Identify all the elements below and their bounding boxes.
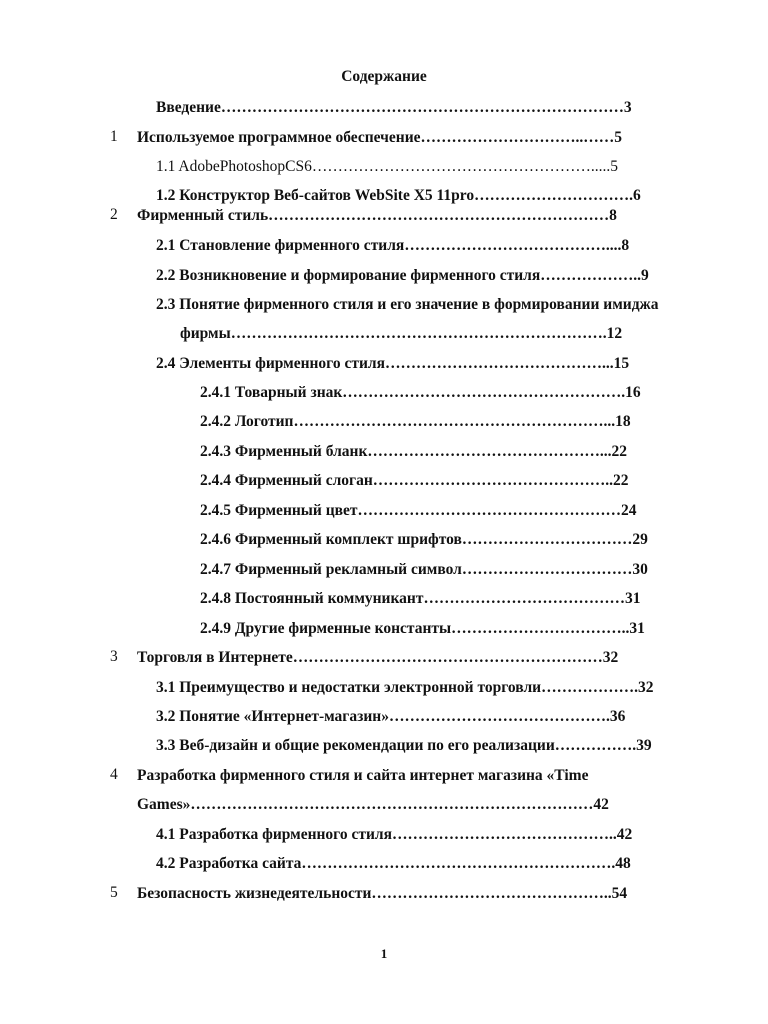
toc-entry-chapter-5: Безопасность жизнедеятельности………………………………………..54 bbox=[137, 885, 628, 902]
toc-chapter-number: 5 bbox=[110, 884, 118, 901]
toc-chapter-number: 2 bbox=[110, 206, 118, 223]
toc-entry-3-3: 3.3 Веб-дизайн и общие рекомендации по его реализации…………….39 bbox=[156, 737, 652, 754]
toc-entry-2-1: 2.1 Становление фирменного стиля…………………………………....8 bbox=[156, 237, 630, 254]
toc-entry-2-4-7: 2.4.7 Фирменный рекламный символ……………………………30 bbox=[200, 561, 648, 578]
toc-entry-chapter-4-cont: Games»……………………………………………………………………42 bbox=[137, 796, 609, 813]
toc-entry-3-1: 3.1 Преимущество и недостатки электронной торговли……………….32 bbox=[156, 679, 654, 696]
toc-entry-2-2: 2.2 Возникновение и формирование фирменного стиля………………..9 bbox=[156, 267, 649, 284]
page-title: Содержание bbox=[341, 68, 427, 85]
toc-entry-2-4-5: 2.4.5 Фирменный цвет……………………………………………24 bbox=[200, 502, 637, 519]
toc-entry-2-4-8: 2.4.8 Постоянный коммуникант…………………………………31 bbox=[200, 590, 641, 607]
toc-entry-2-4-3: 2.4.3 Фирменный бланк………………………………………...22 bbox=[200, 443, 628, 460]
toc-entry-2-4-1: 2.4.1 Товарный знак……………………………………………….16 bbox=[200, 384, 641, 401]
toc-entry-2-4-4: 2.4.4 Фирменный слоган………………………………………..22 bbox=[200, 472, 629, 489]
toc-chapter-number: 1 bbox=[110, 128, 118, 145]
toc-entry-2-4-9: 2.4.9 Другие фирменные константы……………………………..31 bbox=[200, 620, 645, 637]
toc-entry-2-4: 2.4 Элементы фирменного стиля……………………………………...15 bbox=[156, 355, 630, 372]
toc-entry-4-2: 4.2 Разработка сайта…………………………………………………….48 bbox=[156, 855, 631, 872]
toc-entry-2-4-2: 2.4.2 Логотип……………………………………………………...18 bbox=[200, 413, 631, 430]
toc-entry-chapter-4: Разработка фирменного стиля и сайта интернет магазина «Time bbox=[137, 767, 589, 784]
toc-entry-chapter-1: Используемое программное обеспечение…………………………..……5 bbox=[137, 129, 623, 146]
toc-chapter-number: 3 bbox=[110, 648, 118, 665]
toc-entry-1-1: 1.1 AdobePhotoshopCS6……………………………………………….....5 bbox=[156, 158, 619, 175]
toc-entry-3-2: 3.2 Понятие «Интернет-магазин»…………………………………….36 bbox=[156, 708, 626, 725]
toc-chapter-number: 4 bbox=[110, 766, 118, 783]
toc-entry-chapter-2: Фирменный стиль…………………………………………………………8 bbox=[137, 207, 617, 224]
toc-entry-4-1: 4.1 Разработка фирменного стиля……………………………………..42 bbox=[156, 826, 633, 843]
page-number: 1 bbox=[380, 946, 388, 961]
toc-entry-2-3-cont: фирмы……………………………………………………………….12 bbox=[180, 325, 623, 342]
toc-entry-2-4-6: 2.4.6 Фирменный комплект шрифтов……………………………29 bbox=[200, 531, 648, 548]
toc-entry-chapter-3: Торговля в Интернете……………………………………………………32 bbox=[137, 649, 619, 666]
toc-entry-1-2: 1.2 Конструктор Веб-сайтов WebSite X5 11pro………………………….6 bbox=[156, 187, 641, 204]
toc-entry-intro: Введение……………………………………………………………………3 bbox=[156, 99, 632, 116]
toc-entry-2-3: 2.3 Понятие фирменного стиля и его значение в формировании имиджа bbox=[156, 296, 659, 313]
